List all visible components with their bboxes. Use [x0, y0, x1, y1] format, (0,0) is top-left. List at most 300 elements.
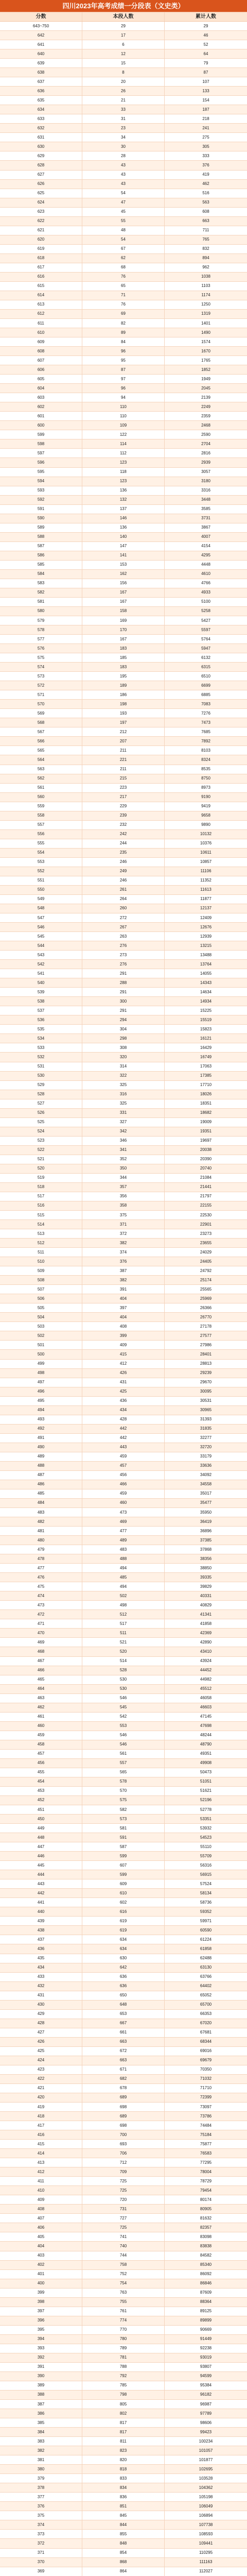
- score-cell: 410: [0, 2186, 82, 2195]
- score-cell: 369: [0, 2567, 82, 2576]
- score-cell: 555: [0, 839, 82, 848]
- total-cell: 7473: [201, 720, 210, 725]
- count-cell: 426: [82, 1369, 165, 1378]
- count-cell: 725: [82, 2223, 165, 2232]
- table-row: [0, 1675, 247, 1685]
- count-cell: 802: [82, 2409, 165, 2418]
- score-cell: 563: [0, 765, 82, 774]
- count-cell: 545: [82, 1703, 165, 1712]
- table-row: [0, 1313, 247, 1322]
- table-row: [0, 1043, 247, 1053]
- count-cell: 494: [82, 1564, 165, 1572]
- table-row: [0, 1406, 247, 1415]
- total-cell: 75184: [200, 2132, 212, 2137]
- count-cell: 845: [82, 2511, 165, 2520]
- count-cell: 514: [82, 1657, 165, 1666]
- table-row: [0, 1341, 247, 1350]
- total-cell: 22901: [200, 1222, 212, 1227]
- total-cell: 2249: [201, 404, 210, 409]
- total-cell: 32720: [200, 1445, 212, 1450]
- score-cell: 455: [0, 1768, 82, 1777]
- score-cell: 408: [0, 2205, 82, 2213]
- score-cell: 499: [0, 1360, 82, 1368]
- table-row: [0, 561, 247, 570]
- table-row: [0, 1527, 247, 1536]
- table-row: [0, 2075, 247, 2084]
- count-cell: 678: [82, 2084, 165, 2093]
- count-cell: 146: [82, 514, 165, 523]
- score-cell: 622: [0, 217, 82, 226]
- total-cell: 1852: [201, 367, 210, 372]
- count-cell: 578: [82, 1777, 165, 1786]
- score-cell: 584: [0, 570, 82, 579]
- total-cell: 24405: [200, 1259, 212, 1264]
- table-row: [0, 49, 247, 59]
- table-row: [0, 765, 247, 774]
- count-cell: 23: [82, 124, 165, 132]
- total-cell: 101057: [199, 2448, 213, 2453]
- score-cell: 590: [0, 514, 82, 523]
- total-cell: 13488: [200, 952, 212, 957]
- total-cell: 56915: [200, 1872, 212, 1877]
- score-cell: 550: [0, 886, 82, 894]
- table-row: [0, 1034, 247, 1043]
- score-cell: 385: [0, 2418, 82, 2427]
- score-cell: 521: [0, 1155, 82, 1164]
- score-cell: 430: [0, 2001, 82, 2009]
- score-cell: 551: [0, 876, 82, 885]
- total-cell: 111163: [199, 2560, 213, 2565]
- total-cell: 44982: [200, 1677, 212, 1682]
- table-row: [0, 774, 247, 784]
- total-cell: 74484: [200, 2123, 212, 2128]
- total-cell: 663: [202, 218, 209, 224]
- score-cell: 387: [0, 2400, 82, 2409]
- count-cell: 47: [82, 198, 165, 207]
- table-row: [0, 811, 247, 821]
- score-cell: 475: [0, 1582, 82, 1591]
- table-row: [0, 1722, 247, 1731]
- count-cell: 459: [82, 1489, 165, 1498]
- total-cell: 5947: [201, 646, 210, 651]
- score-cell: 507: [0, 1285, 82, 1294]
- total-cell: 7892: [201, 738, 210, 743]
- score-cell: 624: [0, 198, 82, 207]
- score-cell: 544: [0, 941, 82, 950]
- count-cell: 308: [82, 1043, 165, 1052]
- score-cell: 536: [0, 1015, 82, 1024]
- table-row: [0, 124, 247, 133]
- count-cell: 744: [82, 2251, 165, 2260]
- count-cell: 671: [82, 2065, 165, 2074]
- count-cell: 211: [82, 765, 165, 774]
- total-cell: 36419: [200, 1519, 212, 1524]
- table-row: [0, 1907, 247, 1917]
- table-row: [0, 477, 247, 486]
- total-cell: 14343: [200, 980, 212, 985]
- table-row: [0, 300, 247, 310]
- score-cell: 416: [0, 2130, 82, 2139]
- score-cell: 639: [0, 59, 82, 67]
- total-cell: 107: [202, 79, 209, 84]
- score-cell: 490: [0, 1443, 82, 1452]
- table-row: [0, 1127, 247, 1137]
- score-cell: 453: [0, 1787, 82, 1795]
- score-cell: 451: [0, 1805, 82, 1814]
- score-cell: 450: [0, 1815, 82, 1823]
- count-cell: 189: [82, 681, 165, 690]
- score-cell: 538: [0, 997, 82, 1006]
- total-cell: 2704: [201, 441, 210, 446]
- count-cell: 20: [82, 77, 165, 86]
- total-cell: 29670: [200, 1380, 212, 1385]
- total-cell: 109441: [199, 2540, 213, 2546]
- table-row: [0, 709, 247, 718]
- total-cell: 52: [203, 42, 208, 47]
- count-cell: 602: [82, 1898, 165, 1907]
- score-cell: 382: [0, 2446, 82, 2455]
- score-cell: 383: [0, 2437, 82, 2446]
- table-row: [0, 2279, 247, 2289]
- score-cell: 459: [0, 1731, 82, 1740]
- table-row: [0, 198, 247, 208]
- score-cell: 379: [0, 2474, 82, 2483]
- count-cell: 443: [82, 1443, 165, 1452]
- count-cell: 663: [82, 2038, 165, 2046]
- count-cell: 291: [82, 969, 165, 978]
- count-cell: 15: [82, 59, 165, 67]
- score-cell: 547: [0, 913, 82, 922]
- total-cell: 92238: [200, 2346, 212, 2351]
- table-row: [0, 1554, 247, 1564]
- total-cell: 21084: [200, 1175, 212, 1180]
- table-row: [0, 1917, 247, 1926]
- score-cell: 578: [0, 625, 82, 634]
- table-row: [0, 393, 247, 402]
- total-cell: 608: [202, 209, 209, 214]
- total-cell: 105198: [199, 2494, 213, 2499]
- count-cell: 183: [82, 663, 165, 671]
- score-cell: 535: [0, 1025, 82, 1033]
- total-cell: 23273: [200, 1231, 212, 1236]
- score-cell: 531: [0, 1062, 82, 1071]
- table-row: [0, 2437, 247, 2446]
- count-cell: 288: [82, 978, 165, 987]
- score-cell: 432: [0, 1982, 82, 1991]
- table-row: [0, 1582, 247, 1591]
- count-cell: 291: [82, 988, 165, 996]
- score-cell: 618: [0, 254, 82, 263]
- count-cell: 469: [82, 1517, 165, 1526]
- score-cell: 380: [0, 2465, 82, 2473]
- total-cell: 13764: [200, 961, 212, 967]
- count-cell: 415: [82, 1350, 165, 1359]
- score-cell: 492: [0, 1425, 82, 1433]
- score-cell: 557: [0, 821, 82, 829]
- count-cell: 599: [82, 1852, 165, 1860]
- count-cell: 264: [82, 895, 165, 904]
- total-cell: 60590: [200, 1927, 212, 1933]
- total-cell: 516: [202, 191, 209, 196]
- score-cell: 373: [0, 2530, 82, 2538]
- score-cell: 636: [0, 87, 82, 95]
- table-row: [0, 226, 247, 235]
- total-cell: 89899: [200, 2318, 212, 2323]
- count-cell: 473: [82, 1508, 165, 1517]
- score-cell: 441: [0, 1898, 82, 1907]
- count-cell: 346: [82, 1137, 165, 1145]
- table-row: [0, 849, 247, 858]
- count-cell: 706: [82, 2149, 165, 2158]
- total-cell: 2359: [201, 413, 210, 418]
- table-row: [0, 551, 247, 561]
- count-cell: 546: [82, 1731, 165, 1740]
- count-cell: 489: [82, 1536, 165, 1545]
- total-cell: 3057: [201, 469, 210, 474]
- total-cell: 34558: [200, 1482, 212, 1487]
- score-cell: 472: [0, 1610, 82, 1619]
- count-cell: 741: [82, 2232, 165, 2241]
- count-cell: 342: [82, 1127, 165, 1136]
- table-row: [0, 997, 247, 1006]
- count-cell: 298: [82, 1034, 165, 1043]
- count-cell: 485: [82, 1573, 165, 1582]
- count-cell: 557: [82, 1759, 165, 1768]
- table-row: [0, 2511, 247, 2520]
- count-cell: 833: [82, 2474, 165, 2483]
- table-row: [0, 579, 247, 588]
- score-cell: 438: [0, 1926, 82, 1935]
- table-row: [0, 1480, 247, 1489]
- count-cell: 520: [82, 1647, 165, 1656]
- total-cell: 14934: [200, 998, 212, 1004]
- score-cell: 566: [0, 737, 82, 745]
- count-cell: 466: [82, 1480, 165, 1489]
- total-cell: 76583: [200, 2150, 212, 2156]
- total-cell: 1038: [201, 274, 210, 279]
- total-cell: 5764: [201, 636, 210, 641]
- table-row: [0, 189, 247, 198]
- score-cell: 592: [0, 496, 82, 504]
- score-cell: 638: [0, 68, 82, 77]
- table-row: [0, 1731, 247, 1740]
- count-cell: 314: [82, 1062, 165, 1071]
- total-cell: 24029: [200, 1249, 212, 1255]
- score-cell: 621: [0, 226, 82, 235]
- total-cell: 47698: [200, 1723, 212, 1728]
- table-row: [0, 1062, 247, 1072]
- score-cell: 478: [0, 1554, 82, 1563]
- count-cell: 112: [82, 449, 165, 457]
- total-cell: 47145: [200, 1714, 212, 1719]
- table-row: [0, 171, 247, 180]
- count-cell: 87: [82, 365, 165, 374]
- count-cell: 110: [82, 402, 165, 411]
- table-row: [0, 1137, 247, 1146]
- count-cell: 502: [82, 1591, 165, 1600]
- total-cell: 12137: [200, 906, 212, 911]
- count-cell: 408: [82, 1322, 165, 1331]
- count-cell: 183: [82, 644, 165, 653]
- table-row: [0, 1759, 247, 1768]
- table-row: [0, 737, 247, 746]
- table-row: [0, 337, 247, 347]
- total-cell: 70350: [200, 2067, 212, 2072]
- count-cell: 291: [82, 1006, 165, 1015]
- total-cell: 894: [202, 256, 209, 261]
- total-cell: 9419: [201, 804, 210, 809]
- table-row: [0, 2130, 247, 2140]
- table-row: [0, 588, 247, 598]
- score-cell: 612: [0, 310, 82, 318]
- total-cell: 15823: [200, 1026, 212, 1031]
- total-cell: 16749: [200, 1054, 212, 1059]
- table-row: [0, 161, 247, 170]
- count-cell: 720: [82, 2195, 165, 2204]
- total-cell: 77295: [200, 2160, 212, 2165]
- table-row: [0, 2065, 247, 2075]
- score-cell: 445: [0, 1861, 82, 1870]
- score-cell: 524: [0, 1127, 82, 1136]
- score-cell: 588: [0, 533, 82, 541]
- score-cell: 633: [0, 114, 82, 123]
- total-cell: 87609: [200, 2290, 212, 2295]
- total-cell: 1250: [201, 302, 210, 307]
- table-row: [0, 2270, 247, 2279]
- table-row: [0, 1072, 247, 1081]
- total-cell: 83838: [200, 2243, 212, 2248]
- table-row: [0, 1508, 247, 1517]
- total-cell: 30095: [200, 1389, 212, 1394]
- count-cell: 752: [82, 2270, 165, 2279]
- count-cell: 636: [82, 1973, 165, 1981]
- score-cell: 520: [0, 1164, 82, 1173]
- score-cell: 506: [0, 1294, 82, 1303]
- total-cell: 90669: [200, 2327, 212, 2332]
- table-row: [0, 1657, 247, 1666]
- count-cell: 325: [82, 1081, 165, 1090]
- table-row: [0, 2112, 247, 2121]
- count-cell: 221: [82, 755, 165, 764]
- total-cell: 33179: [200, 1454, 212, 1459]
- table-row: [0, 263, 247, 273]
- total-cell: 85340: [200, 2262, 212, 2267]
- score-cell: 513: [0, 1229, 82, 1238]
- score-cell: 484: [0, 1499, 82, 1507]
- count-cell: 855: [82, 2530, 165, 2538]
- score-cell: 406: [0, 2223, 82, 2232]
- table-row: [0, 87, 247, 96]
- total-cell: 20740: [200, 1166, 212, 1171]
- score-cell: 635: [0, 96, 82, 105]
- table-row: [0, 142, 247, 151]
- total-cell: 103528: [199, 2476, 213, 2481]
- count-cell: 788: [82, 2363, 165, 2371]
- total-cell: 24792: [200, 1268, 212, 1273]
- count-cell: 29: [82, 22, 165, 30]
- count-cell: 818: [82, 2465, 165, 2473]
- table-row: [0, 273, 247, 282]
- count-cell: 630: [82, 1954, 165, 1963]
- table-row: [0, 867, 247, 876]
- count-cell: 54: [82, 235, 165, 244]
- total-cell: 41341: [200, 1612, 212, 1617]
- score-cell: 500: [0, 1350, 82, 1359]
- total-cell: 4766: [201, 581, 210, 586]
- count-cell: 587: [82, 1842, 165, 1851]
- count-cell: 239: [82, 811, 165, 820]
- total-cell: 40331: [200, 1593, 212, 1598]
- count-cell: 457: [82, 1462, 165, 1470]
- table-row: [0, 2326, 247, 2335]
- count-cell: 331: [82, 1109, 165, 1117]
- table-row: [0, 1415, 247, 1425]
- table-row: [0, 468, 247, 477]
- table-row: [0, 755, 247, 765]
- score-cell: 384: [0, 2428, 82, 2436]
- total-cell: 69016: [200, 2048, 212, 2054]
- table-row: [0, 2010, 247, 2019]
- total-cell: 1949: [201, 376, 210, 381]
- score-cell: 423: [0, 2065, 82, 2074]
- table-row: [0, 1489, 247, 1499]
- score-cell: 608: [0, 347, 82, 355]
- score-cell: 443: [0, 1879, 82, 1888]
- table-row: [0, 1861, 247, 1870]
- total-cell: 63766: [200, 1974, 212, 1979]
- table-row: [0, 1452, 247, 1462]
- count-cell: 512: [82, 1610, 165, 1619]
- count-cell: 156: [82, 579, 165, 588]
- count-cell: 54: [82, 189, 165, 198]
- count-cell: 31: [82, 114, 165, 123]
- table-row: [0, 2307, 247, 2316]
- table-row: [0, 1842, 247, 1852]
- count-cell: 110: [82, 412, 165, 420]
- total-cell: 80905: [200, 2206, 212, 2211]
- score-cell: 583: [0, 579, 82, 588]
- score-cell: 554: [0, 849, 82, 857]
- total-cell: 72399: [200, 2095, 212, 2100]
- total-cell: 9658: [201, 813, 210, 818]
- total-cell: 33636: [200, 1463, 212, 1468]
- table-row: [0, 1852, 247, 1861]
- total-cell: 96987: [200, 2401, 212, 2406]
- total-cell: 100234: [199, 2438, 213, 2444]
- score-cell: 503: [0, 1322, 82, 1331]
- count-cell: 785: [82, 2381, 165, 2390]
- count-cell: 811: [82, 2437, 165, 2446]
- total-cell: 80174: [200, 2197, 212, 2202]
- total-cell: 7083: [201, 701, 210, 706]
- score-cell: 514: [0, 1220, 82, 1229]
- score-cell: 643~750: [0, 22, 82, 30]
- table-row: [0, 969, 247, 978]
- score-cell: 539: [0, 988, 82, 996]
- total-cell: 110295: [199, 2550, 213, 2555]
- table-row: [0, 681, 247, 690]
- count-cell: 789: [82, 2344, 165, 2353]
- total-cell: 6699: [201, 683, 210, 688]
- total-cell: 8535: [201, 767, 210, 772]
- count-cell: 754: [82, 2279, 165, 2288]
- total-cell: 88364: [200, 2299, 212, 2304]
- score-cell: 403: [0, 2251, 82, 2260]
- score-cell: 575: [0, 653, 82, 662]
- count-cell: 350: [82, 1164, 165, 1173]
- table-row: [0, 2056, 247, 2065]
- count-cell: 43: [82, 171, 165, 179]
